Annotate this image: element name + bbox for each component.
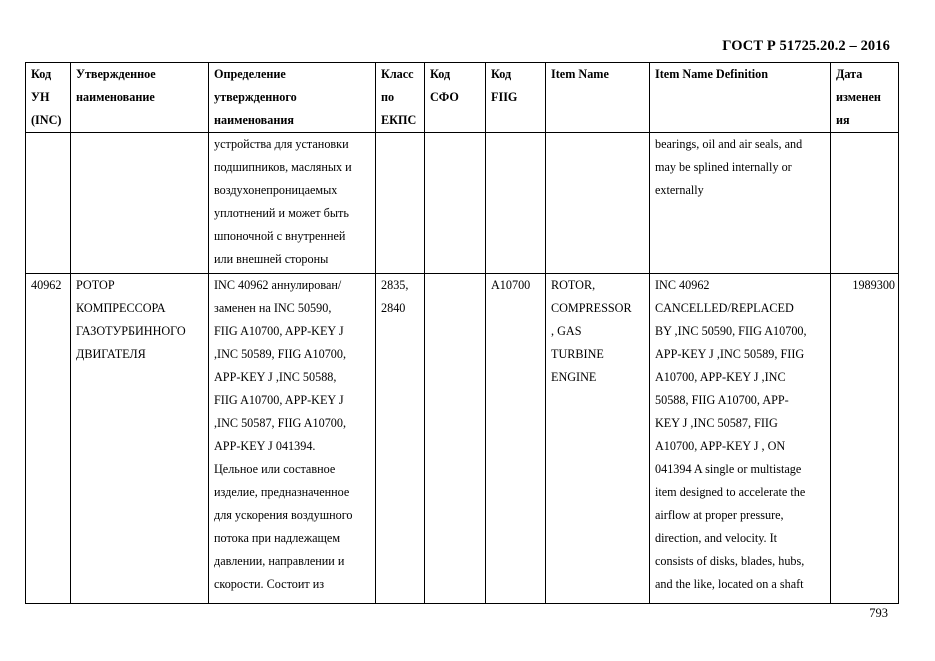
cell-sfo-code xyxy=(425,133,486,274)
cell-text-line: ,INC 50589, FIIG A10700, xyxy=(214,347,347,361)
cell-text-line: BY ,INC 50590, FIIG A10700, xyxy=(655,324,807,338)
cell-text-line: TURBINE xyxy=(551,347,604,361)
cell-text-line: или внешней стороны xyxy=(214,252,329,266)
cell-inc-code xyxy=(26,133,71,274)
cell-text-line: and the like, located on a shaft xyxy=(655,577,804,591)
cell-text-line: FIIG A10700, APP-KEY J xyxy=(214,393,344,407)
cell-text-line: РОТОР xyxy=(76,278,115,292)
header-cell-item-name xyxy=(546,63,650,133)
cell-text-line: утвержденного xyxy=(214,90,297,104)
cell-text-line: APP-KEY J ,INC 50588, xyxy=(214,370,337,384)
cell-text-line: шпоночной с внутренней xyxy=(214,229,346,243)
cell-text-line: Код xyxy=(430,67,451,81)
cell-text-line: may be splined internally or xyxy=(655,160,792,174)
cell-text-line: Утвержденное xyxy=(76,67,156,81)
cell-text-line: INC 40962 аннулирован/ xyxy=(214,278,342,292)
cell-text-line: 50588, FIIG A10700, APP- xyxy=(655,393,789,407)
header-cell-fiig-code xyxy=(486,63,546,133)
cell-item-name xyxy=(546,133,650,274)
cell-change-date xyxy=(831,274,899,604)
cell-text-line: direction, and velocity. It xyxy=(655,531,778,545)
cell-text-line: Код xyxy=(31,67,52,81)
cell-text-line: изделие, предназначенное xyxy=(214,485,350,499)
cell-text-line: ENGINE xyxy=(551,370,597,384)
cell-text-line: A10700 xyxy=(491,278,531,292)
header-cell-name-definition xyxy=(209,63,376,133)
cell-text-line: изменен xyxy=(836,90,881,104)
cell-text-line: скорости. Состоит из xyxy=(214,577,325,591)
cell-text-line: externally xyxy=(655,183,704,197)
cell-text-line: СФО xyxy=(430,90,459,104)
cell-text-line: FIIG xyxy=(491,90,518,104)
cell-text-line: ГАЗОТУРБИННОГО xyxy=(76,324,186,338)
cell-ekps-class xyxy=(376,133,425,274)
header-cell-inc-code xyxy=(26,63,71,133)
cell-item-name xyxy=(546,274,650,604)
cell-item-name-definition xyxy=(650,133,831,274)
cell-text-line: для ускорения воздушного xyxy=(214,508,353,522)
cell-change-date xyxy=(831,133,899,274)
cell-text-line: 041394 A single or multistage xyxy=(655,462,802,476)
header-cell-approved-name xyxy=(71,63,209,133)
cell-text-line: bearings, oil and air seals, and xyxy=(655,137,803,151)
cell-text-line: по xyxy=(381,90,395,104)
header-cell-item-name-definition xyxy=(650,63,831,133)
cell-text-line: заменен на INC 50590, xyxy=(214,301,332,315)
cell-text-line: подшипников, масляных и xyxy=(214,160,352,174)
cell-text-line: 2835, xyxy=(381,278,409,292)
cell-name-definition xyxy=(209,274,376,604)
table-header-row xyxy=(26,63,899,133)
table-row xyxy=(26,133,899,274)
cell-text-line: ДВИГАТЕЛЯ xyxy=(76,347,146,361)
cell-text-line: 1989300 xyxy=(852,278,895,292)
cell-text-line: Цельное или составное xyxy=(214,462,336,476)
cell-approved-name xyxy=(71,133,209,274)
page-number: 793 xyxy=(869,606,888,620)
cell-name-definition xyxy=(209,133,376,274)
cell-text-line: устройства для установки xyxy=(214,137,349,151)
cell-text-line: 40962 xyxy=(31,278,62,292)
cell-text-line: ROTOR, xyxy=(551,278,596,292)
cell-fiig-code xyxy=(486,133,546,274)
cell-text-line: A10700, APP-KEY J ,INC xyxy=(655,370,786,384)
cell-text-line: Класс xyxy=(381,67,414,81)
cell-text-line: item designed to accelerate the xyxy=(655,485,806,499)
cell-text-line: (INC) xyxy=(31,113,62,127)
cell-text-line: A10700, APP-KEY J , ON xyxy=(655,439,786,453)
cell-text-line: потока при надлежащем xyxy=(214,531,341,545)
cell-text-line: воздухонепроницаемых xyxy=(214,183,338,197)
cell-ekps-class xyxy=(376,274,425,604)
cell-text-line: APP-KEY J ,INC 50589, FIIG xyxy=(655,347,805,361)
cell-text-line: 2840 xyxy=(381,301,406,315)
cell-text-line: consists of disks, blades, hubs, xyxy=(655,554,805,568)
cell-approved-name xyxy=(71,274,209,604)
cell-text-line: Дата xyxy=(836,67,863,81)
cell-text-line: наименования xyxy=(214,113,294,127)
cell-text-line: APP-KEY J 041394. xyxy=(214,439,316,453)
cell-item-name-definition xyxy=(650,274,831,604)
cell-text-line: давлении, направлении и xyxy=(214,554,345,568)
header-cell-sfo-code xyxy=(425,63,486,133)
cell-text-line: INC 40962 xyxy=(655,278,710,292)
cell-sfo-code xyxy=(425,274,486,604)
cell-text-line: Код xyxy=(491,67,512,81)
cell-text-line: FIIG A10700, APP-KEY J xyxy=(214,324,344,338)
table-row xyxy=(26,274,899,604)
cell-text-line: Item Name xyxy=(551,67,609,81)
document-standard-code: ГОСТ Р 51725.20.2 – 2016 xyxy=(722,38,890,54)
cell-fiig-code xyxy=(486,274,546,604)
cell-text-line: наименование xyxy=(76,90,155,104)
cell-text-line: ия xyxy=(836,113,850,127)
cell-text-line: Определение xyxy=(214,67,286,81)
cell-text-line: , GAS xyxy=(551,324,582,338)
cell-text-line: Item Name Definition xyxy=(655,67,769,81)
cell-text-line: ЕКПС xyxy=(381,113,417,127)
cell-inc-code xyxy=(26,274,71,604)
cell-text-line: CANCELLED/REPLACED xyxy=(655,301,794,315)
cell-text-line: ,INC 50587, FIIG A10700, xyxy=(214,416,347,430)
cell-text-line: КОМПРЕССОРА xyxy=(76,301,166,315)
cell-text-line: KEY J ,INC 50587, FIIG xyxy=(655,416,778,430)
cell-text-line: COMPRESSOR xyxy=(551,301,632,315)
cell-text-line: УН xyxy=(31,90,50,104)
cell-text-line: airflow at proper pressure, xyxy=(655,508,784,522)
nomenclature-table xyxy=(25,62,899,604)
header-cell-change-date xyxy=(831,63,899,133)
header-cell-ekps-class xyxy=(376,63,425,133)
cell-text-line: уплотнений и может быть xyxy=(214,206,349,220)
